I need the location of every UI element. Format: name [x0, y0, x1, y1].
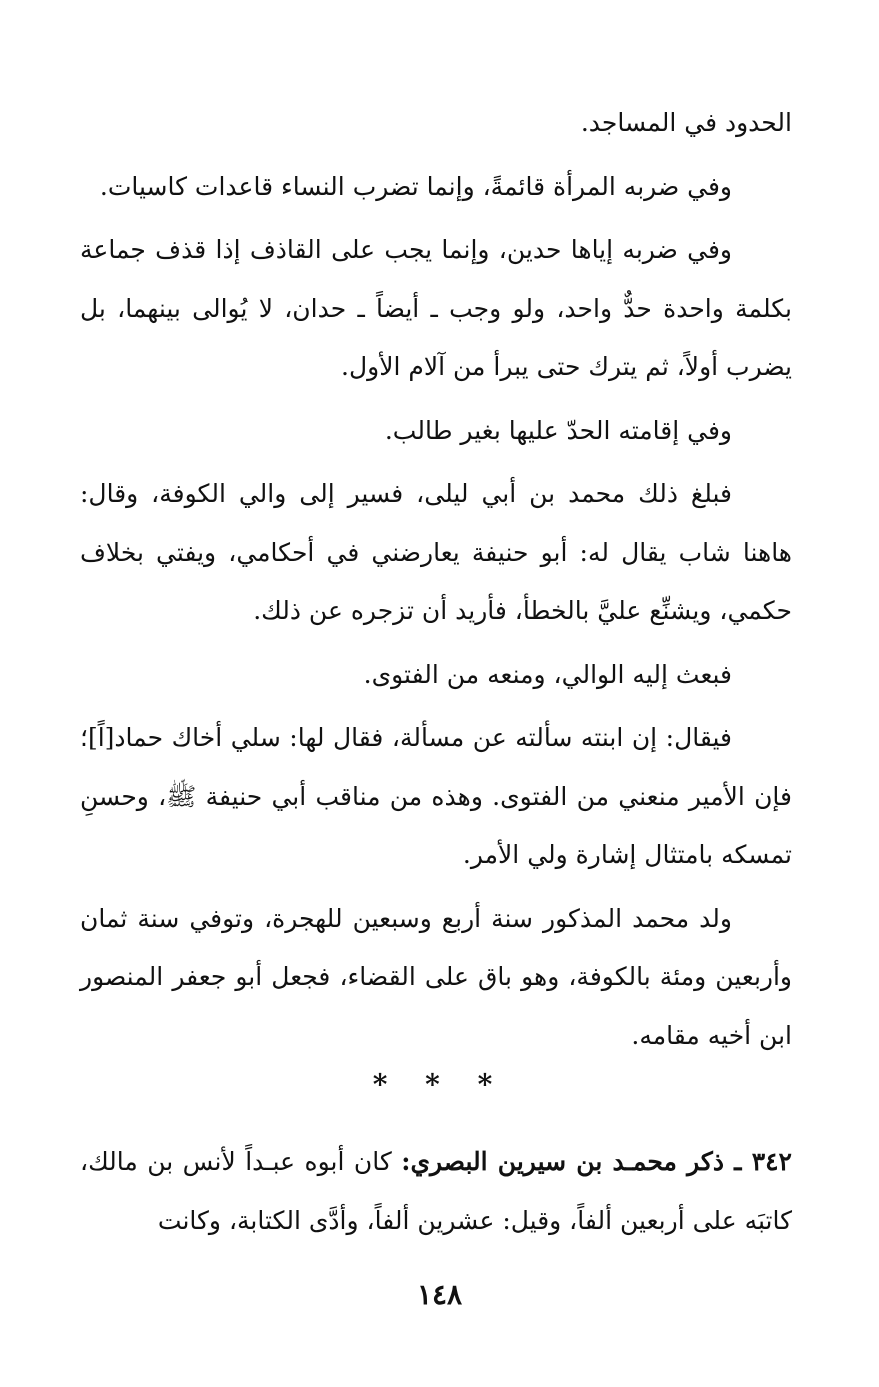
entry-heading: ٣٤٢ ـ ذكر محمـد بن سيرين البصري: — [401, 1147, 792, 1176]
paragraph-7: فيقال: إن ابنته سألته عن مسألة، فقال لها: سلي أخاك حماد[اً]؛ فإن الأمير منعني من الفتوى. وهذه من مناقب أبي حنيفة ﷺ، وحسنِ تمسكه بامتثال إشارة ولي الأمر. — [80, 723, 792, 869]
paragraph-6: فبعث إليه الوالي، ومنعه من الفتوى. — [363, 659, 732, 689]
entry-body: كان أبوه عبـداً لأنس بن مالك، كاتبَه على أربعين ألفاً، وقيل: عشرين ألفاً، وأدَّى الكتابة، وكانت — [80, 1147, 792, 1235]
section-divider: * * * — [372, 1068, 507, 1101]
page-number: ١٤٨ — [416, 1278, 463, 1311]
paragraph-1: الحدود في المساجد. — [580, 108, 792, 137]
paragraph-8: ولد محمد المذكور سنة أربع وسبعين للهجرة، وتوفي سنة ثمان وأربعين ومئة بالكوفة، وهو باق على القضاء، فجعل أبو جعفر المنصور ابن أخيه مقامه. — [80, 903, 792, 1050]
entry-342 — [80, 1133, 792, 1250]
paragraph-5: فبلغ ذلك محمد بن أبي ليلى، فسير إلى والي الكوفة، وقال: هاهنا شاب يقال له: أبو حنيفة يعارضني في أحكامي، ويفتي بخلاف حكمي، ويشنِّع عليَّ بالخطأ، فأريد أن تزجره عن ذلك. — [80, 479, 792, 625]
paragraph-2: وفي ضربه المرأة قائمةً، وإنما تضرب النساء قاعدات كاسيات. — [99, 171, 732, 201]
paragraph-4: وفي إقامته الحدّ عليها بغير طالب. — [384, 415, 732, 445]
main-text — [80, 94, 792, 1070]
paragraph-3: وفي ضربه إياها حدين، وإنما يجب على القاذف إذا قذف جماعة بكلمة واحدة حدٌّ واحد، ولو وجب ـ أيضاً ـ حدان، لا يُوالى بينهما، بل يضرب أولاً، ثم يترك حتى يبرأ من آلام الأول. — [80, 235, 792, 381]
